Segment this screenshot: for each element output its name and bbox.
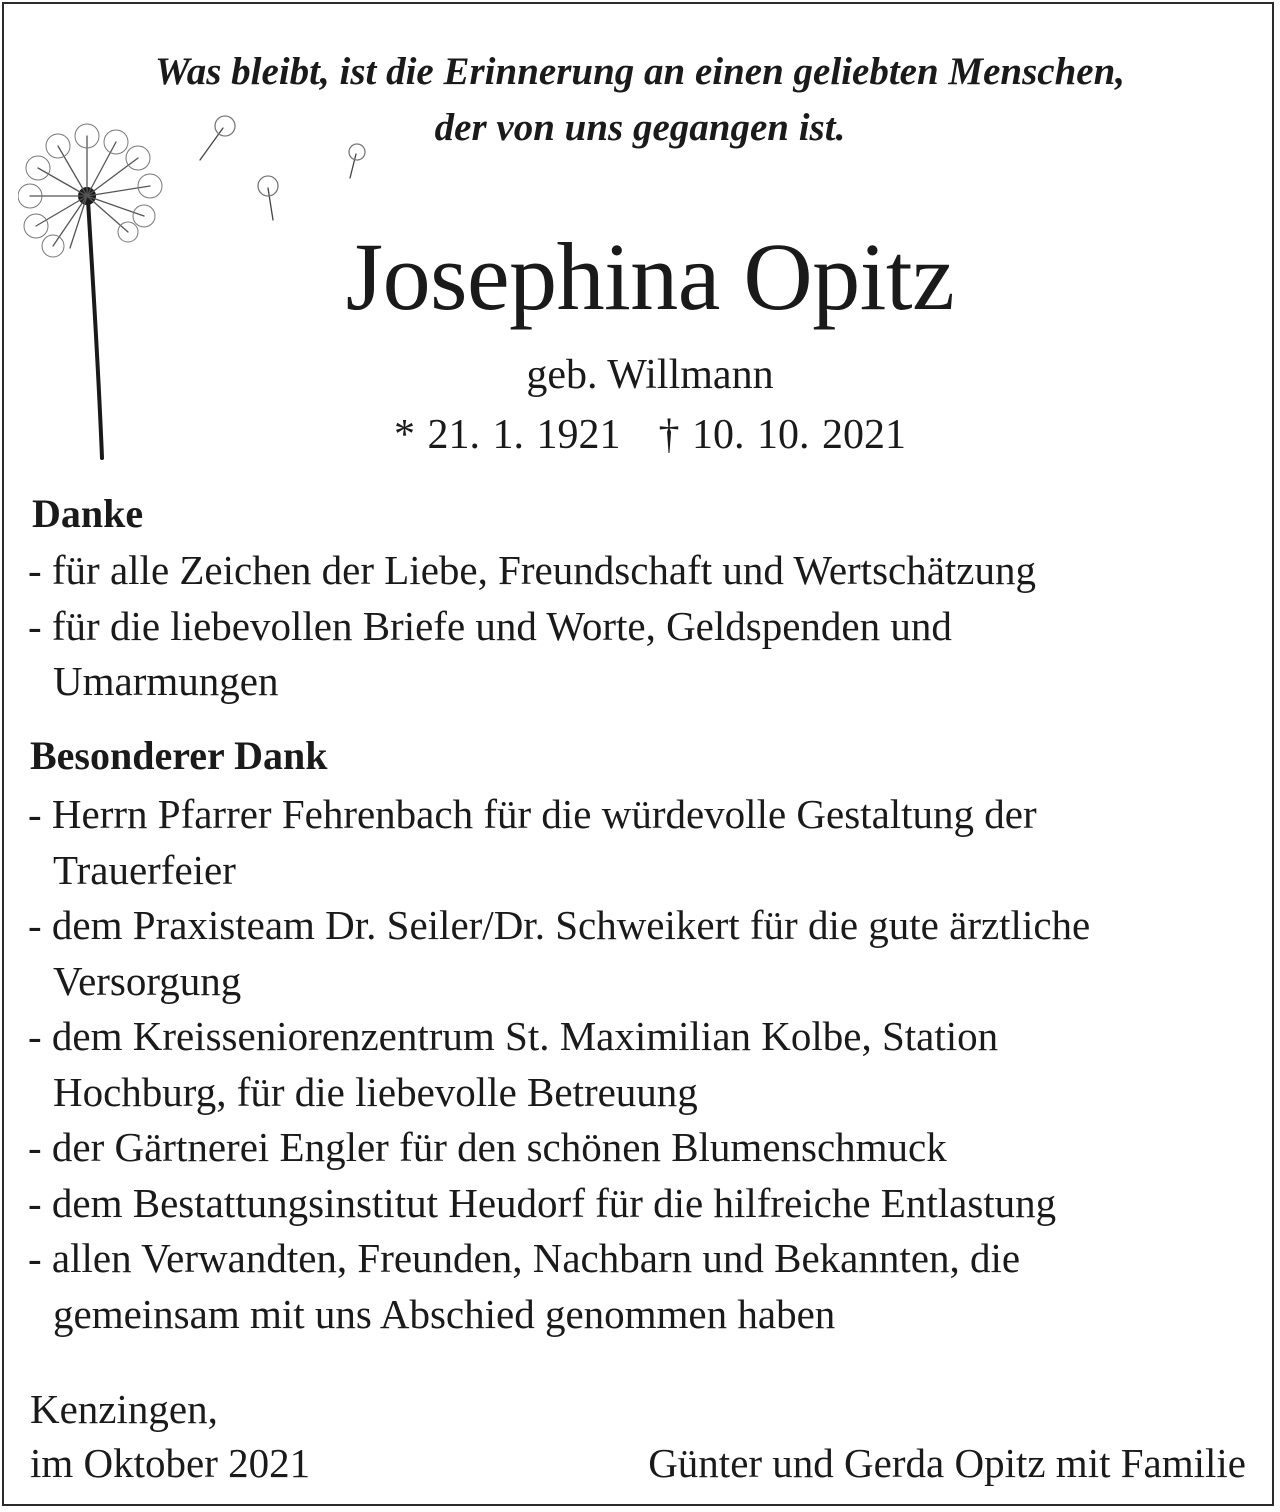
special-thanks-heading: Besonderer Dank (30, 733, 328, 778)
place: Kenzingen, (30, 1386, 218, 1432)
list-item: - für alle Zeichen der Liebe, Freundschaft und Wertschätzung (28, 547, 1037, 593)
signature: Günter und Gerda Opitz mit Familie (648, 1440, 1246, 1486)
list-item: - dem Kreisseniorenzentrum St. Maximilian Kolbe, Station Hochburg, für die liebevolle Betreuung (28, 1013, 1009, 1115)
list-item: - dem Bestattungsinstitut Heudorf für die hilfreiche Entlastung (28, 1179, 1057, 1226)
birth-date: * 21. 1. 1921 (394, 412, 621, 458)
list-item: - Herrn Pfarrer Fehrenbach für die würdevolle Gestaltung der Trauerfeier (28, 791, 1047, 893)
maiden-name: geb. Willmann (526, 352, 774, 398)
list-item: - der Gärtnerei Engler für den schönen Blumenschmuck (28, 1124, 947, 1170)
motto-line-1: Was bleibt, ist die Erinnerung an einen geliebten Menschen, (154, 50, 1126, 93)
place-and-date (30, 1382, 310, 1490)
special-thanks-list (28, 787, 1248, 1342)
list-item: - für die liebevollen Briefe und Worte, Geldspenden und Umarmungen (28, 602, 963, 704)
life-dates (0, 410, 1280, 460)
list-item: - dem Praxisteam Dr. Seiler/Dr. Schweikert für die gute ärztliche Versorgung (28, 902, 1100, 1004)
deceased-name: Josephina Opitz (345, 223, 955, 330)
list-item: - allen Verwandten, Freunden, Nachbarn und Bekannten, die gemeinsam mit uns Abschied genommen haben (28, 1235, 1031, 1337)
date: im Oktober 2021 (30, 1440, 311, 1486)
thanks-list (28, 543, 1238, 710)
death-date: † 10. 10. 2021 (658, 412, 906, 458)
motto-line-2: der von uns gegangen ist. (434, 106, 846, 149)
thanks-heading: Danke (32, 491, 144, 536)
